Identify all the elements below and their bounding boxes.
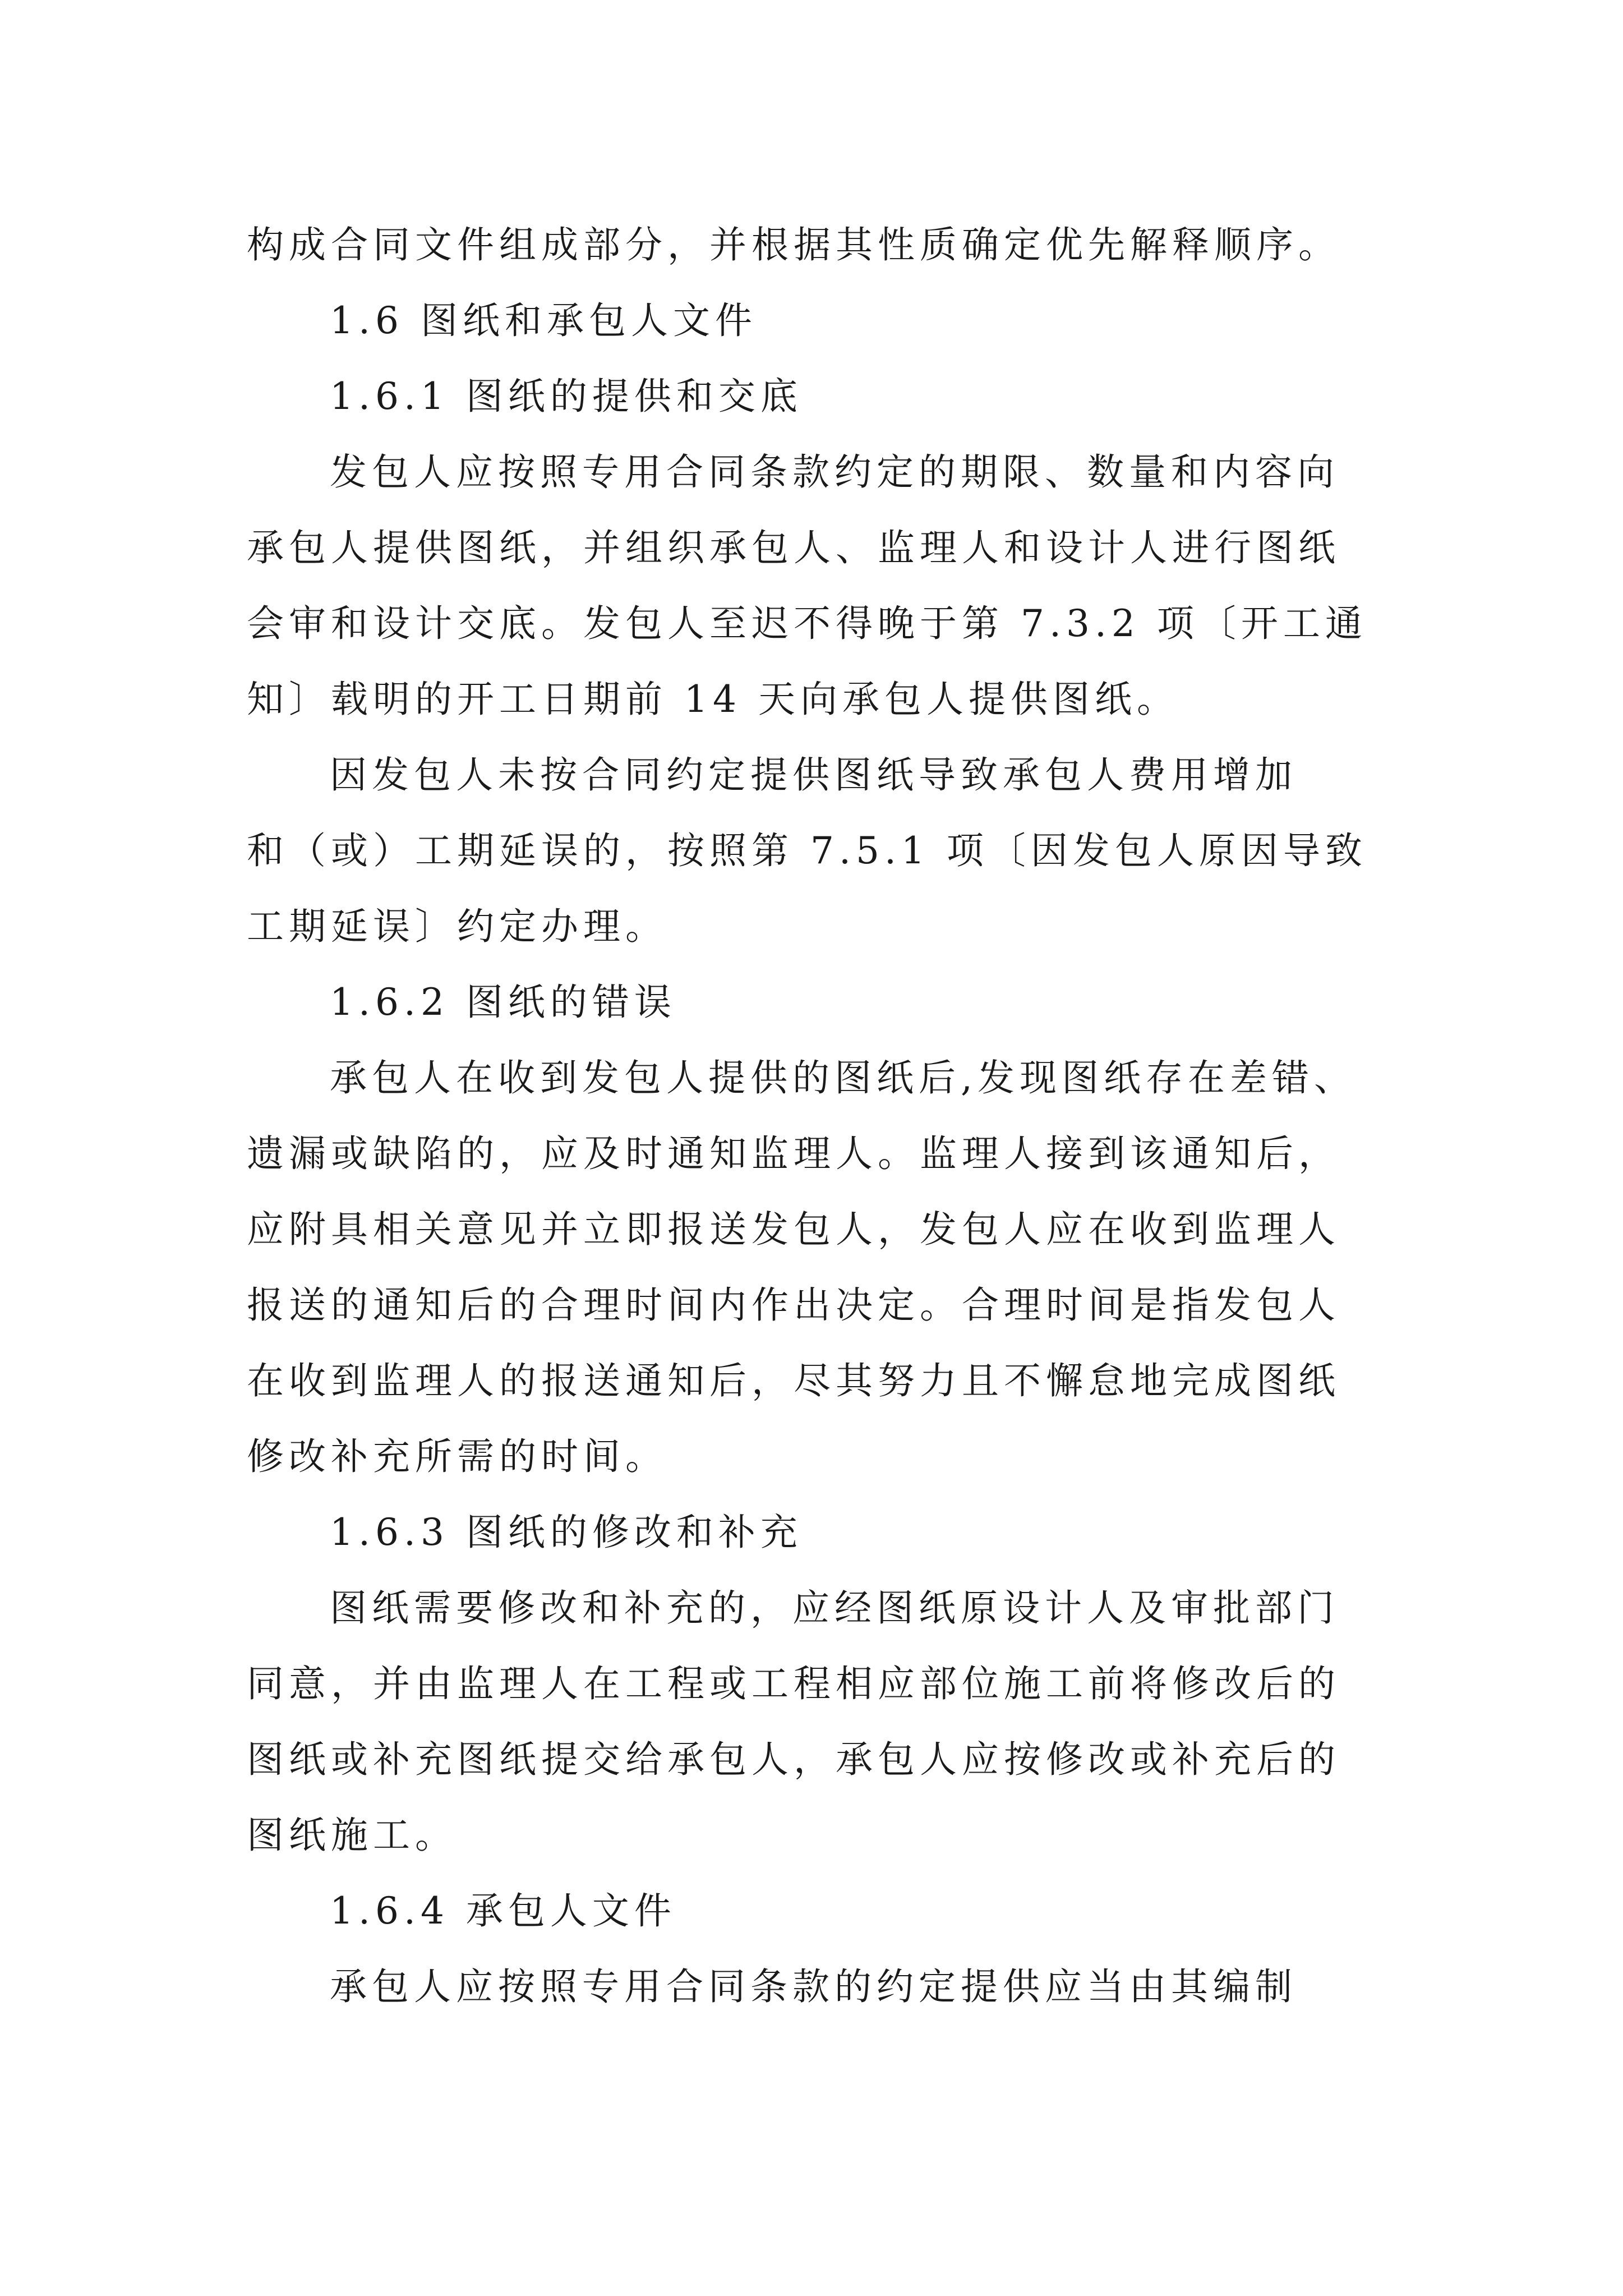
paragraph-line: 图纸或补充图纸提交给承包人，承包人应按修改或补充后的 — [247, 1738, 1340, 1781]
paragraph-line: 承包人在收到发包人提供的图纸后,发现图纸存在差错、 — [330, 1056, 1356, 1099]
subsection-heading-1-6-1: 1.6.1 图纸的提供和交底 — [330, 375, 803, 418]
paragraph-line: 承包人应按照专用合同条款的约定提供应当由其编制 — [330, 1965, 1297, 2008]
paragraph-line: 会审和设计交底。发包人至迟不得晚于第 7.3.2 项〔开工通 — [247, 602, 1367, 645]
paragraph-line: 发包人应按照专用合同条款约定的期限、数量和内容向 — [330, 450, 1339, 494]
paragraph-line-continuation: 构成合同文件组成部分，并根据其性质确定优先解释顺序。 — [247, 223, 1340, 266]
paragraph-line: 在收到监理人的报送通知后，尽其努力且不懈怠地完成图纸 — [247, 1359, 1340, 1402]
paragraph-line: 工期延误〕约定办理。 — [247, 905, 667, 948]
paragraph-line: 图纸施工。 — [247, 1814, 457, 1857]
section-heading-1-6: 1.6 图纸和承包人文件 — [330, 299, 757, 342]
subsection-heading-1-6-2: 1.6.2 图纸的错误 — [330, 981, 676, 1024]
paragraph-line: 知〕载明的开工日期前 14 天向承包人提供图纸。 — [247, 678, 1179, 721]
paragraph-line: 因发包人未按合同约定提供图纸导致承包人费用增加 — [330, 753, 1297, 797]
paragraph-line: 应附具相关意见并立即报送发包人，发包人应在收到监理人 — [247, 1208, 1340, 1251]
paragraph-line: 修改补充所需的时间。 — [247, 1435, 667, 1478]
paragraph-line: 承包人提供图纸，并组织承包人、监理人和设计人进行图纸 — [247, 526, 1340, 569]
paragraph-line: 和（或）工期延误的，按照第 7.5.1 项〔因发包人原因导致 — [247, 829, 1367, 872]
subsection-heading-1-6-4: 1.6.4 承包人文件 — [330, 1889, 676, 1932]
paragraph-line: 同意，并由监理人在工程或工程相应部位施工前将修改后的 — [247, 1662, 1340, 1705]
subsection-heading-1-6-3: 1.6.3 图纸的修改和补充 — [330, 1511, 803, 1554]
paragraph-line: 遗漏或缺陷的，应及时通知监理人。监理人接到该通知后， — [247, 1132, 1340, 1175]
paragraph-line: 图纸需要修改和补充的，应经图纸原设计人及审批部门 — [330, 1586, 1339, 1630]
paragraph-line: 报送的通知后的合理时间内作出决定。合理时间是指发包人 — [247, 1283, 1340, 1327]
